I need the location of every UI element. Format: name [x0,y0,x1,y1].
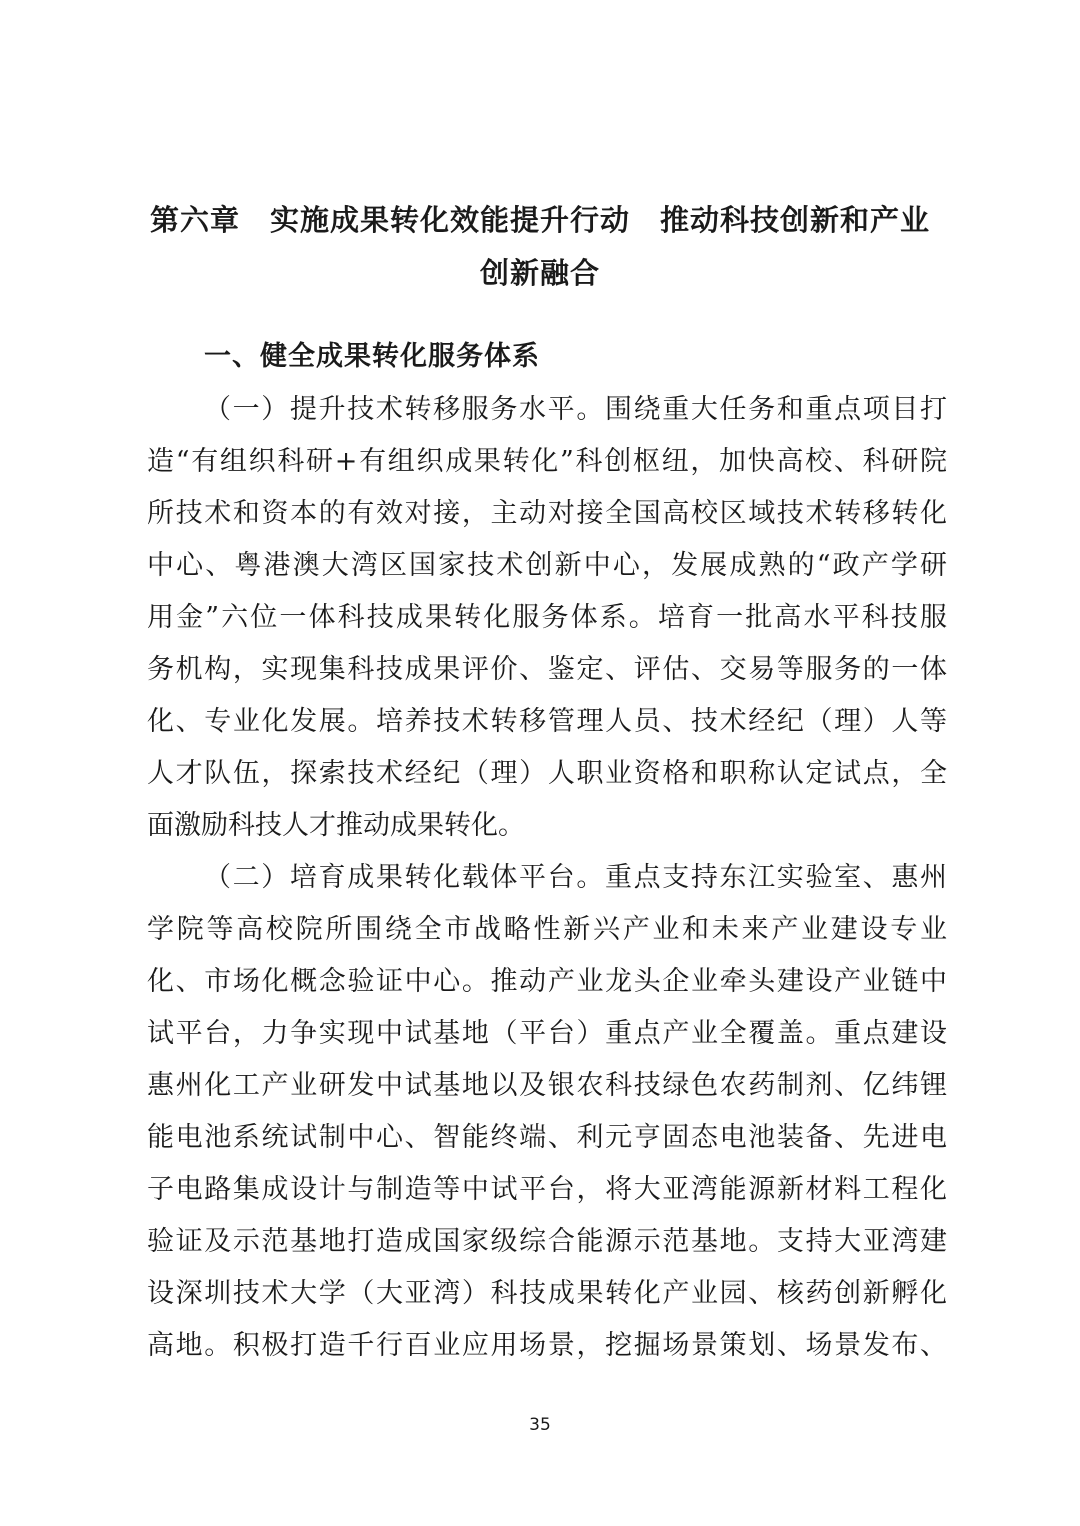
paragraph-1-line: 造“有组织科研+有组织成果转化”科创枢纽，加快高校、科研院 [147,446,947,477]
paragraph-1-line: 化、专业化发展。培养技术转移管理人员、技术经纪（理）人等 [147,706,947,737]
chapter-title-line-1: 第六章 实施成果转化效能提升行动 推动科技创新和产业 [149,203,930,237]
paragraph-2-line: 化、市场化概念验证中心。推动产业龙头企业牵头建设产业链中 [147,966,947,997]
paragraph-2-line: 学院等高校院所围绕全市战略性新兴产业和未来产业建设专业 [147,914,947,945]
chapter-title-line-2: 创新融合 [479,256,600,290]
paragraph-2-line: 高地。积极打造千行百业应用场景，挖掘场景策划、场景发布、 [147,1330,947,1361]
paragraph-1-line: 用金”六位一体科技成果转化服务体系。培育一批高水平科技服 [147,602,947,633]
paragraph-2-line: 试平台，力争实现中试基地（平台）重点产业全覆盖。重点建设 [147,1018,947,1049]
paragraph-2-line: 验证及示范基地打造成国家级综合能源示范基地。支持大亚湾建 [147,1226,947,1257]
paragraph-1-line: 人才队伍，探索技术经纪（理）人职业资格和职称认定试点，全 [147,758,947,789]
paragraph-1-line: 务机构，实现集科技成果评价、鉴定、评估、交易等服务的一体 [147,654,947,685]
paragraph-2-line: 设深圳技术大学（大亚湾）科技成果转化产业园、核药创新孵化 [147,1278,947,1309]
paragraph-2-line: 能电池系统试制中心、智能终端、利元亨固态电池装备、先进电 [147,1122,947,1153]
paragraph-1-line: （一）提升技术转移服务水平。围绕重大任务和重点项目打 [204,394,947,425]
paragraph-1-line: 所技术和资本的有效对接，主动对接全国高校区域技术转移转化 [147,498,947,529]
paragraph-1-line: 面激励科技人才推动成果转化。 [147,810,525,841]
paragraph-2-line: （二）培育成果转化载体平台。重点支持东江实验室、惠州 [204,862,947,893]
paragraph-2-line: 子电路集成设计与制造等中试平台，将大亚湾能源新材料工程化 [147,1174,947,1205]
page-number: 35 [529,1415,551,1435]
section-heading: 一、健全成果转化服务体系 [204,341,540,372]
paragraph-2-line: 惠州化工产业研发中试基地以及银农科技绿色农药制剂、亿纬锂 [147,1070,947,1101]
paragraph-1-line: 中心、粤港澳大湾区国家技术创新中心，发展成熟的“政产学研 [147,550,947,581]
